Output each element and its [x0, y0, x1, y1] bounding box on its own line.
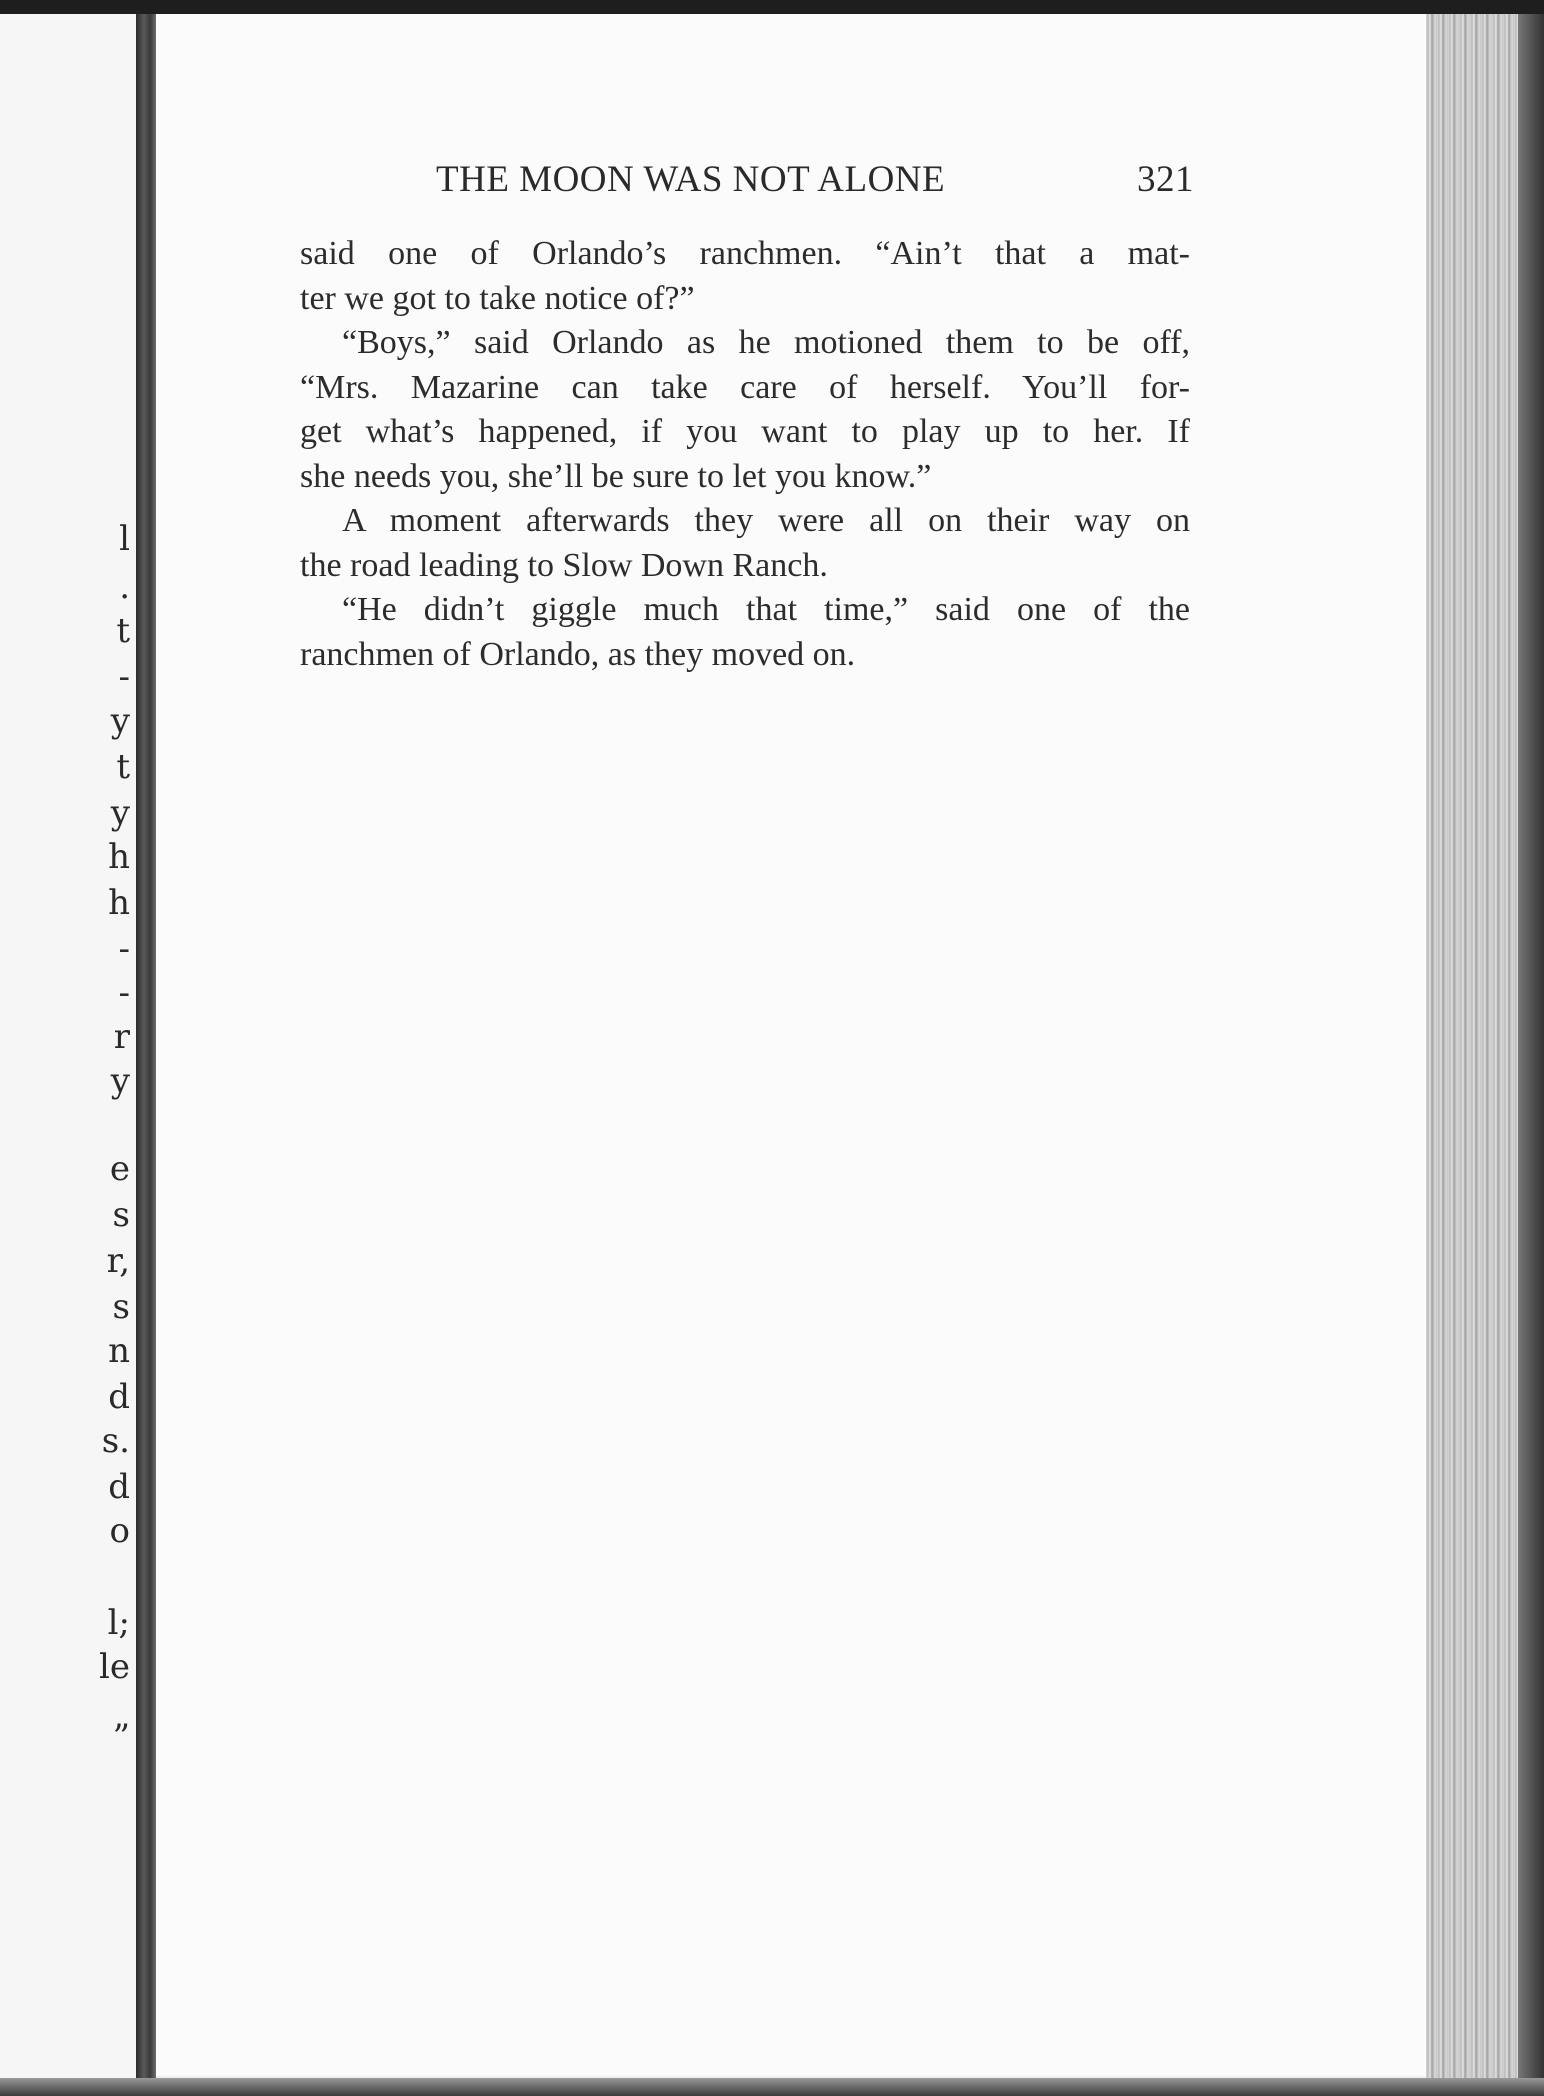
left-page-fragment: n [108, 1331, 130, 1371]
left-page-fragment: s [112, 1195, 130, 1235]
left-page-fragment: o [109, 1511, 130, 1551]
left-page-fragment: l; [107, 1603, 130, 1643]
text-line: the road leading to Slow Down Ranch. [300, 546, 828, 584]
left-page-edge [0, 14, 136, 2080]
left-page-fragment: r, [106, 1241, 130, 1281]
cover-edge [1518, 14, 1544, 2080]
page-body-text [300, 232, 1190, 677]
scan-top-border [0, 0, 1544, 14]
text-line: she needs you, she’ll be sure to let you know.” [300, 457, 932, 495]
text-line: ter we got to take notice of?” [300, 279, 695, 317]
left-page-fragment: r [113, 1017, 130, 1057]
text-line: ranchmen of Orlando, as they moved on. [300, 635, 856, 673]
left-page-fragment: l [119, 519, 130, 559]
text-line: “He didn’t giggle much that time,” said one of the [342, 591, 1190, 628]
text-line: A moment afterwards they were all on their way on [342, 502, 1190, 539]
left-page-fragment: t [116, 611, 130, 651]
text-line: “Boys,” said Orlando as he motioned them to be off, [342, 324, 1190, 361]
book-gutter [136, 14, 156, 2084]
left-page-fragment: y [110, 793, 130, 833]
left-page-fragment: - [118, 973, 130, 1013]
left-page-fragment: t [116, 747, 130, 787]
left-page-fragment: y [110, 1061, 130, 1101]
scan-bottom-border [0, 2078, 1544, 2096]
text-line: said one of Orlando’s ranchmen. “Ain’t that a mat- [300, 235, 1190, 272]
running-head-title: THE MOON WAS NOT ALONE [436, 159, 946, 200]
page-block-edge [1426, 14, 1544, 2080]
text-line: “Mrs. Mazarine can take care of herself. You’ll for- [300, 368, 1190, 406]
left-page-fragment: - [118, 657, 130, 697]
left-page-fragment: s. [101, 1421, 130, 1461]
left-page-fragment: le [99, 1647, 130, 1687]
left-page-fragment: . [119, 567, 130, 607]
running-head [436, 158, 1194, 204]
text-line: get what’s happened, if you want to play up to her. If [300, 413, 1190, 450]
left-page-fragment: h [108, 883, 130, 923]
left-page-fragment: ” [112, 1717, 130, 1757]
left-page-fragment: e [109, 1149, 130, 1189]
left-page-fragment: y [110, 701, 130, 741]
page-number: 321 [1137, 159, 1194, 200]
left-page-fragment: h [108, 837, 130, 877]
left-page-fragment: s [112, 1287, 130, 1327]
left-page-fragment: d [108, 1377, 130, 1417]
left-page-fragment: - [118, 929, 130, 969]
left-page-fragment: d [108, 1467, 130, 1507]
